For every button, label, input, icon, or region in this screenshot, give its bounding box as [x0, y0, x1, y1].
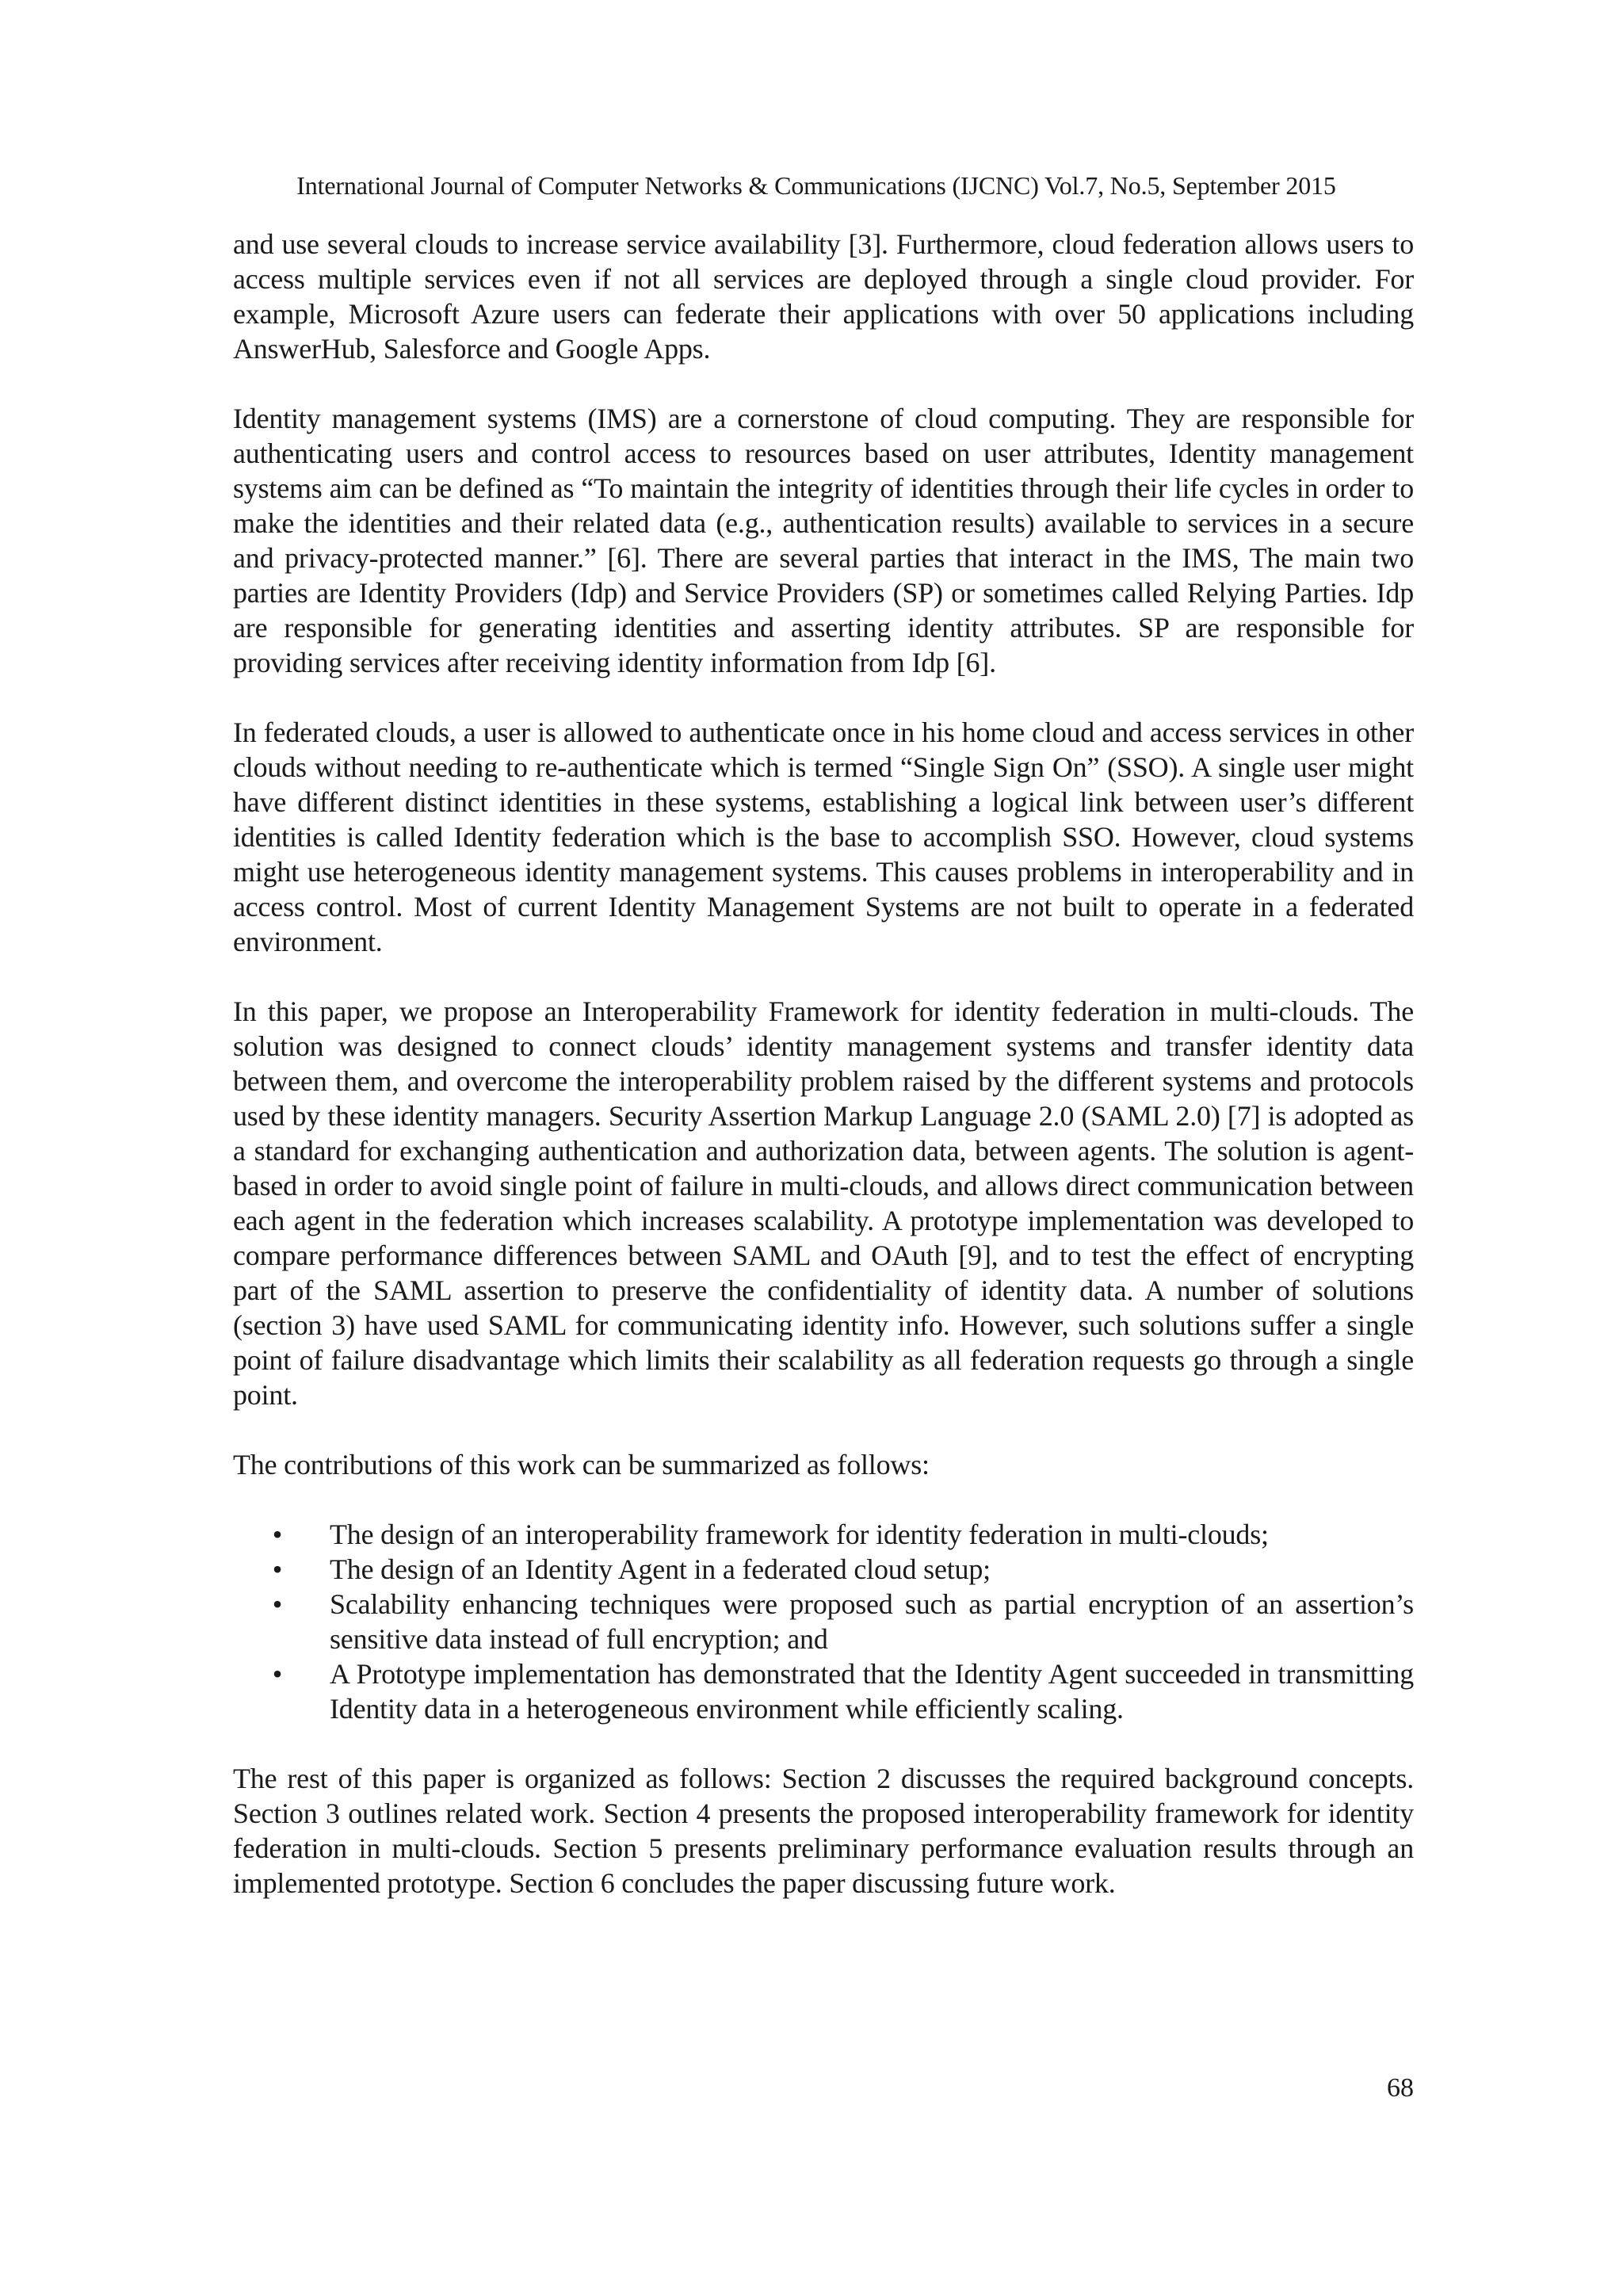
list-item — [272, 1517, 1414, 1552]
bullet-icon: • — [272, 1553, 283, 1585]
body-text — [233, 227, 1414, 1901]
paragraph-contributions-intro: The contributions of this work can be summarized as follows: — [233, 1449, 930, 1480]
bullet-icon: • — [272, 1519, 283, 1550]
list-item-text: A Prototype implementation has demonstrated that the Identity Agent succeeded in transmitting Identity data in a heterogeneous environment while efficiently scaling. — [330, 1658, 1414, 1725]
list-item — [272, 1552, 1414, 1587]
paragraph-proposed-framework: In this paper, we propose an Interoperability Framework for identity federation in multi-clouds. The solution was designed to connect clouds’ identity management systems and transfer identity data between them, and overcome the interoperability problem raised by the different systems and protocols used by these identity managers. Security Assertion Markup Language 2.0 (SAML 2.0) [7] is adopted as a standard for exchanging authentication and authorization data, between agents. The solution is agent-based in order to avoid single point of failure in multi-clouds, and allows direct communication between each agent in the federation which increases scalability. A prototype implementation was developed to compare performance differences between SAML and OAuth [9], and to test the effect of encrypting part of the SAML assertion to preserve the confidentiality of identity data. A number of solutions (section 3) have used SAML for communicating identity info. However, such solutions suffer a single point of failure disadvantage which limits their scalability as all federation requests go through a single point. — [233, 995, 1414, 1411]
list-item-text: The design of an Identity Agent in a federated cloud setup; — [330, 1553, 991, 1585]
list-item-text: The design of an interoperability framework for identity federation in multi-clouds; — [330, 1519, 1269, 1550]
page-number: 68 — [1387, 2073, 1414, 2103]
paragraph-cloud-federation: and use several clouds to increase service availability [3]. Furthermore, cloud federation allows users to access multiple services even if not all services are deployed through a single cloud provider. For example, Microsoft Azure users can federate their applications with over 50 applications including AnswerHub, Salesforce and Google Apps. — [233, 228, 1414, 365]
bullet-icon: • — [272, 1588, 283, 1620]
paragraph-paper-organization: The rest of this paper is organized as follows: Section 2 discusses the required background concepts. Section 3 outlines related work. Section 4 presents the proposed interoperability framework for identity federation in multi-clouds. Section 5 presents preliminary performance evaluation results through an implemented prototype. Section 6 concludes the paper discussing future work. — [233, 1763, 1414, 1899]
list-item — [272, 1656, 1414, 1726]
list-item-text: Scalability enhancing techniques were proposed such as partial encryption of an assertion’s sensitive data instead of full encryption; and — [330, 1588, 1414, 1655]
bullet-icon: • — [272, 1658, 283, 1690]
running-header: International Journal of Computer Networks & Communications (IJCNC) Vol.7, No.5, September 2015 — [296, 171, 1336, 200]
contributions-list — [233, 1517, 1414, 1726]
paragraph-single-sign-on: In federated clouds, a user is allowed to authenticate once in his home cloud and access services in other clouds without needing to re-authenticate which is termed “Single Sign On” (SSO). A single user might have different distinct identities in these systems, establishing a logical link between user’s different identities is called Identity federation which is the base to accomplish SSO. However, cloud systems might use heterogeneous identity management systems. This causes problems in interoperability and in access control. Most of current Identity Management Systems are not built to operate in a federated environment. — [233, 716, 1414, 957]
paragraph-identity-management: Identity management systems (IMS) are a cornerstone of cloud computing. They are responsible for authenticating users and control access to resources based on user attributes, Identity management systems aim can be defined as “To maintain the integrity of identities through their life cycles in order to make the identities and their related data (e.g., authentication results) available to services in a secure and privacy-protected manner.” [6]. There are several parties that interact in the IMS, The main two parties are Identity Providers (Idp) and Service Providers (SP) or sometimes called Relying Parties. Idp are responsible for generating identities and asserting identity attributes. SP are responsible for providing services after receiving identity information from Idp [6]. — [233, 403, 1414, 678]
list-item — [272, 1587, 1414, 1656]
